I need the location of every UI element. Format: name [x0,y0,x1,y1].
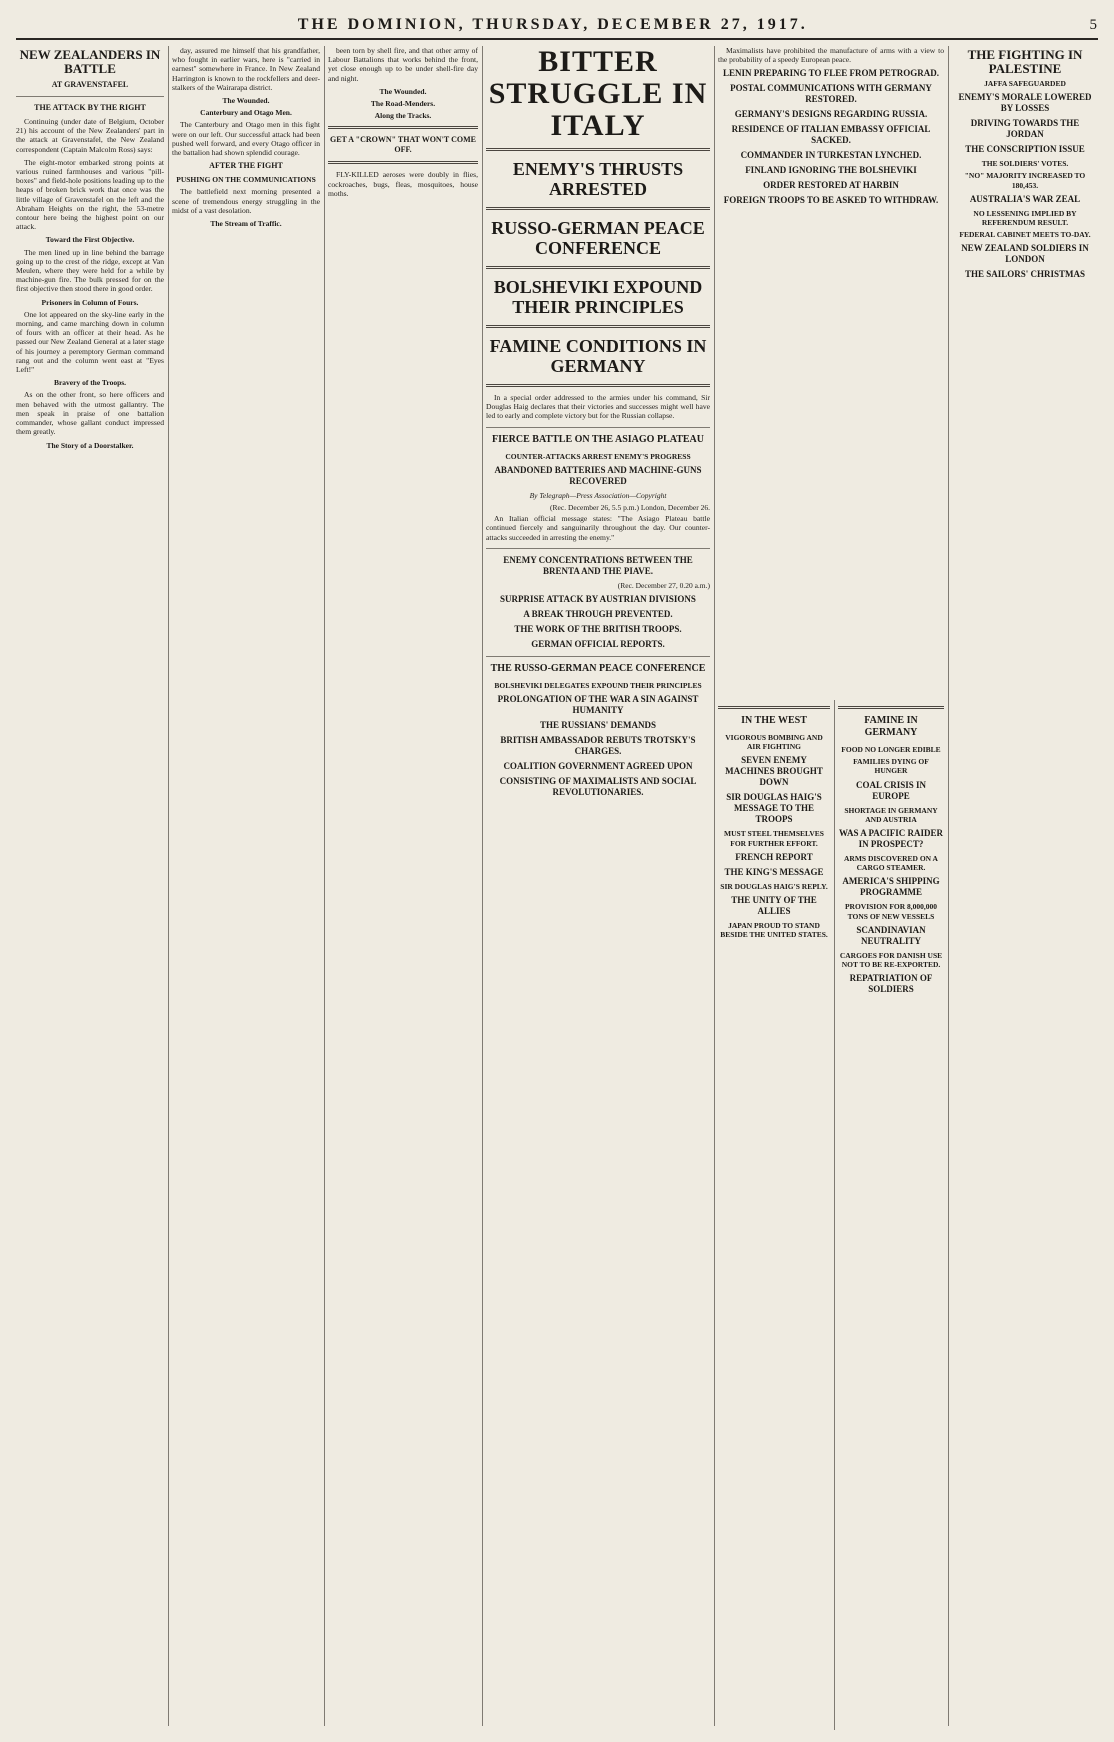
divider [486,548,710,549]
section-heading: FOREIGN TROOPS TO BE ASKED TO WITHDRAW. [723,195,939,206]
divider [486,656,710,657]
section-heading: ENEMY CONCENTRATIONS BETWEEN THE BRENTA AND THE PIAVE. [503,554,693,576]
article-subheading: FOOD NO LONGER EDIBLE [841,745,941,754]
credit-line: By Telegraph—Press Association—Copyright [529,490,667,500]
article-heading: FIERCE BATTLE ON THE ASIAGO PLATEAU [492,433,704,445]
banner-deck: FAMINE CONDITIONS IN GERMANY [489,336,707,376]
article-heading: THE FIGHTING IN PALESTINE [967,47,1083,76]
article-subheading: NO LESSENING IMPLIED BY REFERENDUM RESULT. [973,208,1077,228]
column-rule [168,46,169,1726]
section-heading: DRIVING TOWARDS THE JORDAN [970,118,1080,140]
article-subheading: JAPAN PROUD TO STAND BESIDE THE UNITED STATES. [720,921,828,940]
section-heading: SURPRISE ATTACK BY AUSTRIAN DIVISIONS [500,594,696,605]
section-heading: THE RUSSIANS' DEMANDS [539,720,657,731]
article-subheading: SHORTAGE IN GERMANY AND AUSTRIA [844,805,938,824]
divider [328,161,478,164]
column-russia [718,46,944,686]
paragraph: As on the other front, so here officers and men behaved with the utmost gallantry. The men speak in praise of one battalion commander, whose gallant conduct impressed them greatly. [16,390,164,437]
article-subheading: BOLSHEVIKI DELEGATES EXPOUND THEIR PRINCIPLES [494,681,702,691]
paragraph: The eight-motor embarked strong points at various ruined farmhouses and various "pill-boxes" and field-hole positions leading up to the heaps of broken brick work that once was the little village of Gravenstafel on the left and the Abraham Heights on the right, the 53-metre contour here being the highest point on our attack. [16,157,164,232]
article-subheading: JAFFA SAFEGUARDED [984,79,1066,88]
section-heading: A BREAK THROUGH PREVENTED. [523,609,673,620]
section-heading: The Story of a Doorstalker. [46,440,134,450]
divider [486,325,710,328]
article-heading: NEW ZEALANDERS IN BATTLE [19,47,161,76]
section-heading: Canterbury and Otago Men. [200,108,292,118]
article-subheading: "NO" MAJORITY INCREASED TO 180,453. [964,171,1086,190]
article-heading: FAMINE IN GERMANY [864,715,918,738]
column-famine [838,700,944,1730]
section-heading: THE KING'S MESSAGE [724,866,824,877]
section-heading: FRENCH REPORT [735,851,813,862]
column-rule [948,46,949,1726]
section-heading: PROLONGATION OF THE WAR A SIN AGAINST HUMANITY [497,694,699,716]
section-heading: Along the Tracks. [374,111,432,121]
column-rule [834,700,835,1730]
article-subheading: FAMILIES DYING OF HUNGER [853,757,929,776]
section-heading: RESIDENCE OF ITALIAN EMBASSY OFFICIAL SACKED. [731,124,931,146]
divider [486,266,710,269]
section-heading: FINLAND IGNORING THE BOLSHEVIKI [745,165,917,176]
section-heading: WAS A PACIFIC RAIDER IN PROSPECT? [838,828,944,850]
article-subheading: PROVISION FOR 8,000,000 TONS OF NEW VESSELS [844,902,938,921]
section-heading: GERMANY'S DESIGNS REGARDING RUSSIA. [734,109,928,120]
section-heading: COAL CRISIS IN EUROPE [855,779,927,801]
article-subheading: CARGOES FOR DANISH USE NOT TO BE RE-EXPORTED. [839,950,943,970]
article-subheading: PUSHING ON THE COMMUNICATIONS [176,175,316,185]
divider [328,126,478,129]
paragraph: Maximalists have prohibited the manufacture of arms with a view to the probability of a speedy European peace. [718,46,944,65]
paragraph: The Canterbury and Otago men in this fight were on our left. Our successful attack had been pushed well forward, and every Otago officer in the battalion had shown splendid courage. [172,120,320,158]
section-heading: The Stream of Traffic. [210,219,282,229]
section-heading: GERMAN OFFICIAL REPORTS. [531,639,665,650]
section-heading: LENIN PREPARING TO FLEE FROM PETROGRAD. [722,68,940,79]
article-subheading: AT GRAVENSTAFEL [51,80,129,89]
advertisement-text: FLY-KILLED aeroses were doubly in flies, cockroaches, bugs, fleas, mosquitoes, house moths. [328,170,478,198]
section-heading: BRITISH AMBASSADOR REBUTS TROTSKY'S CHARGES. [500,735,696,757]
column-rule [324,46,325,1726]
column-1 [16,46,164,1736]
column-rule [714,46,715,1726]
column-3 [328,46,478,1736]
section-heading: COALITION GOVERNMENT AGREED UPON [503,761,693,772]
newspaper-title: THE DOMINION, THURSDAY, DECEMBER 27, 1917. [297,16,808,33]
section-heading: NEW ZEALAND SOLDIERS IN LONDON [961,243,1089,265]
section-heading: The Wounded. [379,86,427,96]
dateline: (Rec. December 27, 0.20 a.m.) [617,580,710,590]
section-heading: Toward the First Objective. [45,235,135,245]
paragraph: The men lined up in line behind the barrage going up to the crest of the ridge, except at Van Meulen, where they were held for a while by machine-gun fire. The bulk pressed for on the first objective then stood there in good order. [16,247,164,294]
column-rule [482,46,483,1726]
article-subheading: FEDERAL CABINET MEETS TO-DAY. [959,230,1091,240]
divider [16,96,164,97]
section-heading: POSTAL COMMUNICATIONS WITH GERMANY RESTORED. [730,83,932,105]
section-heading: REPATRIATION OF SOLDIERS [849,973,933,995]
article-subheading: THE ATTACK BY THE RIGHT [34,103,146,112]
section-heading: SCANDINAVIAN NEUTRALITY [856,924,926,946]
column-palestine [952,46,1098,1736]
section-heading: CONSISTING OF MAXIMALISTS AND SOCIAL REVOLUTIONARIES. [499,776,697,798]
section-heading: AUSTRALIA'S WAR ZEAL [969,193,1081,204]
divider [486,148,710,151]
section-heading: THE CONSCRIPTION ISSUE [965,144,1085,155]
article-subheading: MUST STEEL THEMSELVES FOR FURTHER EFFORT. [724,829,824,848]
column-italy [486,46,710,1736]
page-number: 5 [1089,17,1098,33]
section-heading: THE WORK OF THE BRITISH TROOPS. [514,624,682,635]
article-subheading: SEVEN ENEMY MACHINES BROUGHT DOWN [725,755,823,788]
section-heading: SIR DOUGLAS HAIG'S MESSAGE TO THE TROOPS [726,792,822,825]
article-subheading: ARMS DISCOVERED ON A CARGO STEAMER. [844,854,938,873]
divider [486,207,710,210]
divider [486,384,710,387]
article-heading: IN THE WEST [741,715,807,726]
section-heading: Prisoners in Column of Fours. [41,297,139,307]
section-heading: COMMANDER IN TURKESTAN LYNCHED. [740,150,922,161]
section-heading: AMERICA'S SHIPPING PROGRAMME [842,876,940,898]
paragraph: been torn by shell fire, and that other army of Labour Battalions that works behind the front, yet close enough up to be under shell-fire day and night. [328,46,478,83]
divider [838,706,944,709]
section-heading: The Road-Menders. [370,99,436,109]
paragraph: One lot appeared on the sky-line early in the morning, and came marching down in column of fours with an officer at their head. As he passed our New Zealand General at a later stage of his journey a peremptory German command rang out and the column went east at "Eyes Left!" [16,309,164,375]
paragraph: In a special order addressed to the armies under his command, Sir Douglas Haig declares that their victories and successes might well have led to early and complete victory but for the Russian collapse. [486,393,710,421]
banner-deck: RUSSO-GERMAN PEACE CONFERENCE [491,218,705,258]
dateline: (Rec. December 26, 5.5 p.m.) London, December 26. [550,503,710,513]
section-heading: THE SAILORS' CHRISTMAS [964,269,1086,280]
divider [718,706,830,709]
paragraph: The battlefield next morning presented a scene of tremendous energy struggling in the midst of a vast desolation. [172,187,320,215]
paragraph: An Italian official message states: "The Asiago Plateau battle continued fiercely and sanguinarily throughout the day. Our counter-attacks succeeded in arresting the enemy." [486,514,710,542]
advertisement-heading: GET A "CROWN" THAT WON'T COME OFF. [329,135,477,155]
paragraph: day, assured me himself that his grandfather, who fought in earlier wars, here is "carried in earnest" somewhere in France. In New Zealand Harrington is known to the rockfellers and deer-stalkers of the Wairarapa district. [172,46,320,92]
column-2 [172,46,320,1736]
paragraph: Continuing (under date of Belgium, October 21) his account of the New Zealanders' part in the attack at Gravenstafel, the New Zealand correspondent (Captain Malcolm Ross) says: [16,117,164,154]
section-heading: The Wounded. [222,96,270,106]
article-subheading: COUNTER-ATTACKS ARREST ENEMY'S PROGRESS [505,451,691,461]
section-heading: Bravery of the Troops. [53,378,127,388]
masthead [16,8,1098,40]
section-heading: ORDER RESTORED AT HARBIN [763,180,899,191]
banner-deck: BOLSHEVIKI EXPOUND THEIR PRINCIPLES [493,277,703,317]
banner-headline: BITTER STRUGGLE IN ITALY [488,46,708,142]
article-subheading: SIR DOUGLAS HAIG'S REPLY. [720,881,828,891]
section-heading: THE UNITY OF THE ALLIES [731,895,817,917]
article-subheading: VIGOROUS BOMBING AND AIR FIGHTING [725,733,823,752]
banner-deck: ENEMY'S THRUSTS ARRESTED [512,159,684,199]
article-heading: THE RUSSO-GERMAN PEACE CONFERENCE [490,663,706,675]
article-heading: AFTER THE FIGHT [209,161,283,171]
article-subheading: ENEMY'S MORALE LOWERED BY LOSSES [958,92,1092,114]
article-subheading: THE SOLDIERS' VOTES. [981,159,1069,169]
column-west [718,700,830,1730]
article-subheading: ABANDONED BATTERIES AND MACHINE-GUNS RECOVERED [494,464,702,486]
divider [486,427,710,428]
